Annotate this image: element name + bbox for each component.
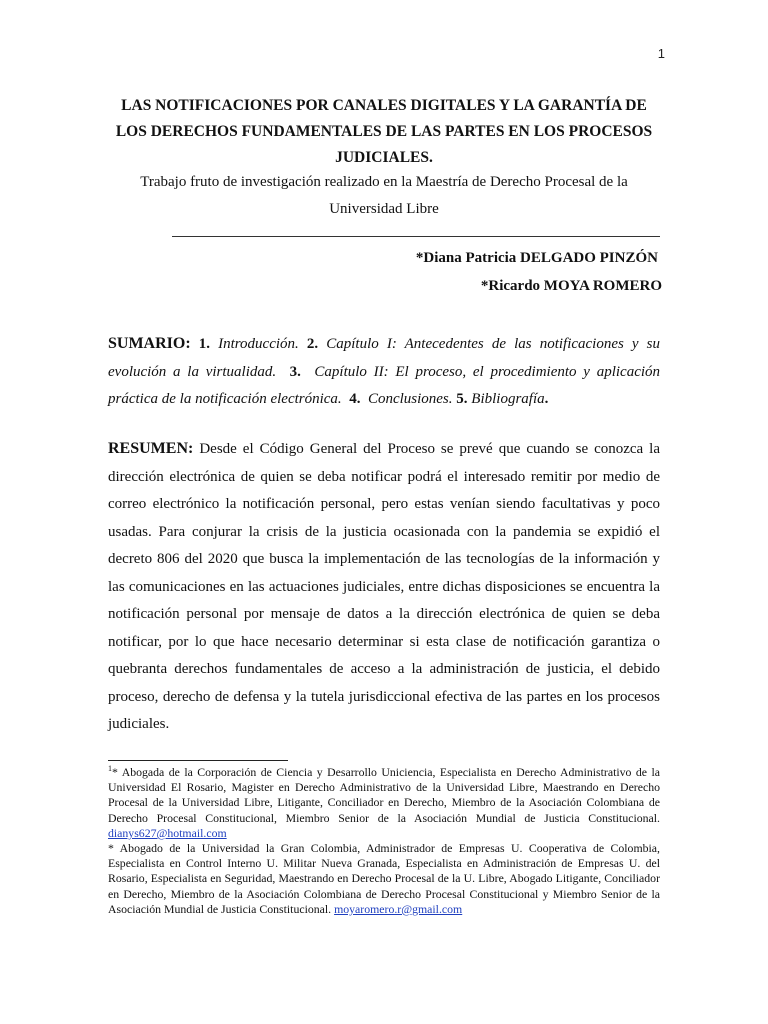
sumario-item-num: 5. [456,391,468,407]
email-link[interactable]: moyaromero.r@gmail.com [334,901,463,916]
sumario-item-text: Capítulo II: El proceso, el procedimiento y aplicación práctica de la notificación electrónica. [108,363,661,407]
footnotes [108,765,660,917]
author-2: *Ricardo MOYA ROMERO [480,278,662,294]
sumario-item-text: Introducción. [218,336,299,352]
resumen-text: Desde el Código General del Proceso se prevé que cuando se conozca la dirección electrónica de quien se deba notificar podrá el interesado remitir por medio de correo electrónico la notificación personal, pero estas venían siendo facultativas y poco usadas. Para conjurar la crisis de la justicia ocasionada con la pandemia se expidió el decreto 806 del 2020 que busca la implementación de las tecnologías de la información y las comunicaciones en las actuaciones judiciales, entre dichas disposiciones se encuentra la notificación personal por mensaje de datos a la dirección electrónica de quien se deba notificar, por lo que hace necesario determinar si esta clase de notificación garantiza o quebranta derechos fundamentales de acceso a la administración de justicia, el debido proceso, derecho de defensa y la tutela jurisdiccional efectiva de las partes en los procesos judiciales. [108,441,661,732]
footnote-text: * Abogado de la Universidad la Gran Colombia, Administrador de Empresas U. Cooperativa de Colombia, Especialista en Control Interno U. Militar Nueva Granada, Especialista en Administración de Empresas U. del Rosario, Especialista en Seguridad, Maestrando en Derecho Procesal de la U. Libre, Abogado Litigante, Conciliador en Derecho, Miembro de la Asociación Colombiana de Derecho Procesal Constitucional y Miembro Senior de la Asociación Mundial de Justicia Constitucional. [108,841,660,916]
resumen-section [108,435,660,739]
sumario-item-num: 3. [289,363,301,380]
title-separator [172,236,660,237]
resumen-label: RESUMEN: [108,440,194,457]
email-link[interactable]: dianys627@hotmail.com [108,825,227,840]
footnote-marker: 1 [108,764,112,774]
sumario-item-text: Bibliografía [471,391,545,407]
sumario-label: SUMARIO: [108,335,191,352]
paper-subtitle: Trabajo fruto de investigación realizado en la Maestría de Derecho Procesal de la Universidad Libre [140,174,628,217]
sumario-item-num: 1. [198,336,211,352]
paper-title: LAS NOTIFICACIONES POR CANALES DIGITALES Y LA GARANTÍA DE LOS DERECHOS FUNDAMENTALES DE LAS PARTES EN LOS PROCESOS JUDICIALES. [115,97,653,166]
footnote-1 [108,765,660,841]
sumario-item-num: 2. [306,336,319,352]
footnote-2 [108,841,660,917]
sumario-item-num: 4. [349,391,361,407]
sumario-item-text: Conclusiones. [367,391,453,407]
footnote-text: * Abogada de la Corporación de Ciencia y Desarrollo Uniciencia, Especialista en Derecho Administrativo de la Universidad El Rosario, Magister en Derecho Administrativo de la Universidad Libre, Maestrando en Derecho Procesal de la Universidad Libre, Litigante, Conciliador en Derecho, Miembro de la Asociación Colombiana de Derecho Procesal Constitucional, Miembro Senior de la Asociación Mundial de Justicia Constitucional. [108,765,660,825]
page-number: 1 [657,46,665,61]
author-1: *Diana Patricia DELGADO PINZÓN [415,250,658,266]
sumario-item-text: Capítulo I: Antecedentes de las notificaciones y su evolución a la virtualidad. [108,336,661,380]
footnote-separator [108,760,288,761]
sumario-section: SUMARIO: 1. Introducción. 2. Capítulo I: Antecedentes de las notificaciones y su evolución a la virtualidad. 3. Capítulo II: El proceso, el procedimiento y aplicación práctica de la notificación electrónica. 4. Conclusiones. 5. Bibliografía. [108,335,661,407]
